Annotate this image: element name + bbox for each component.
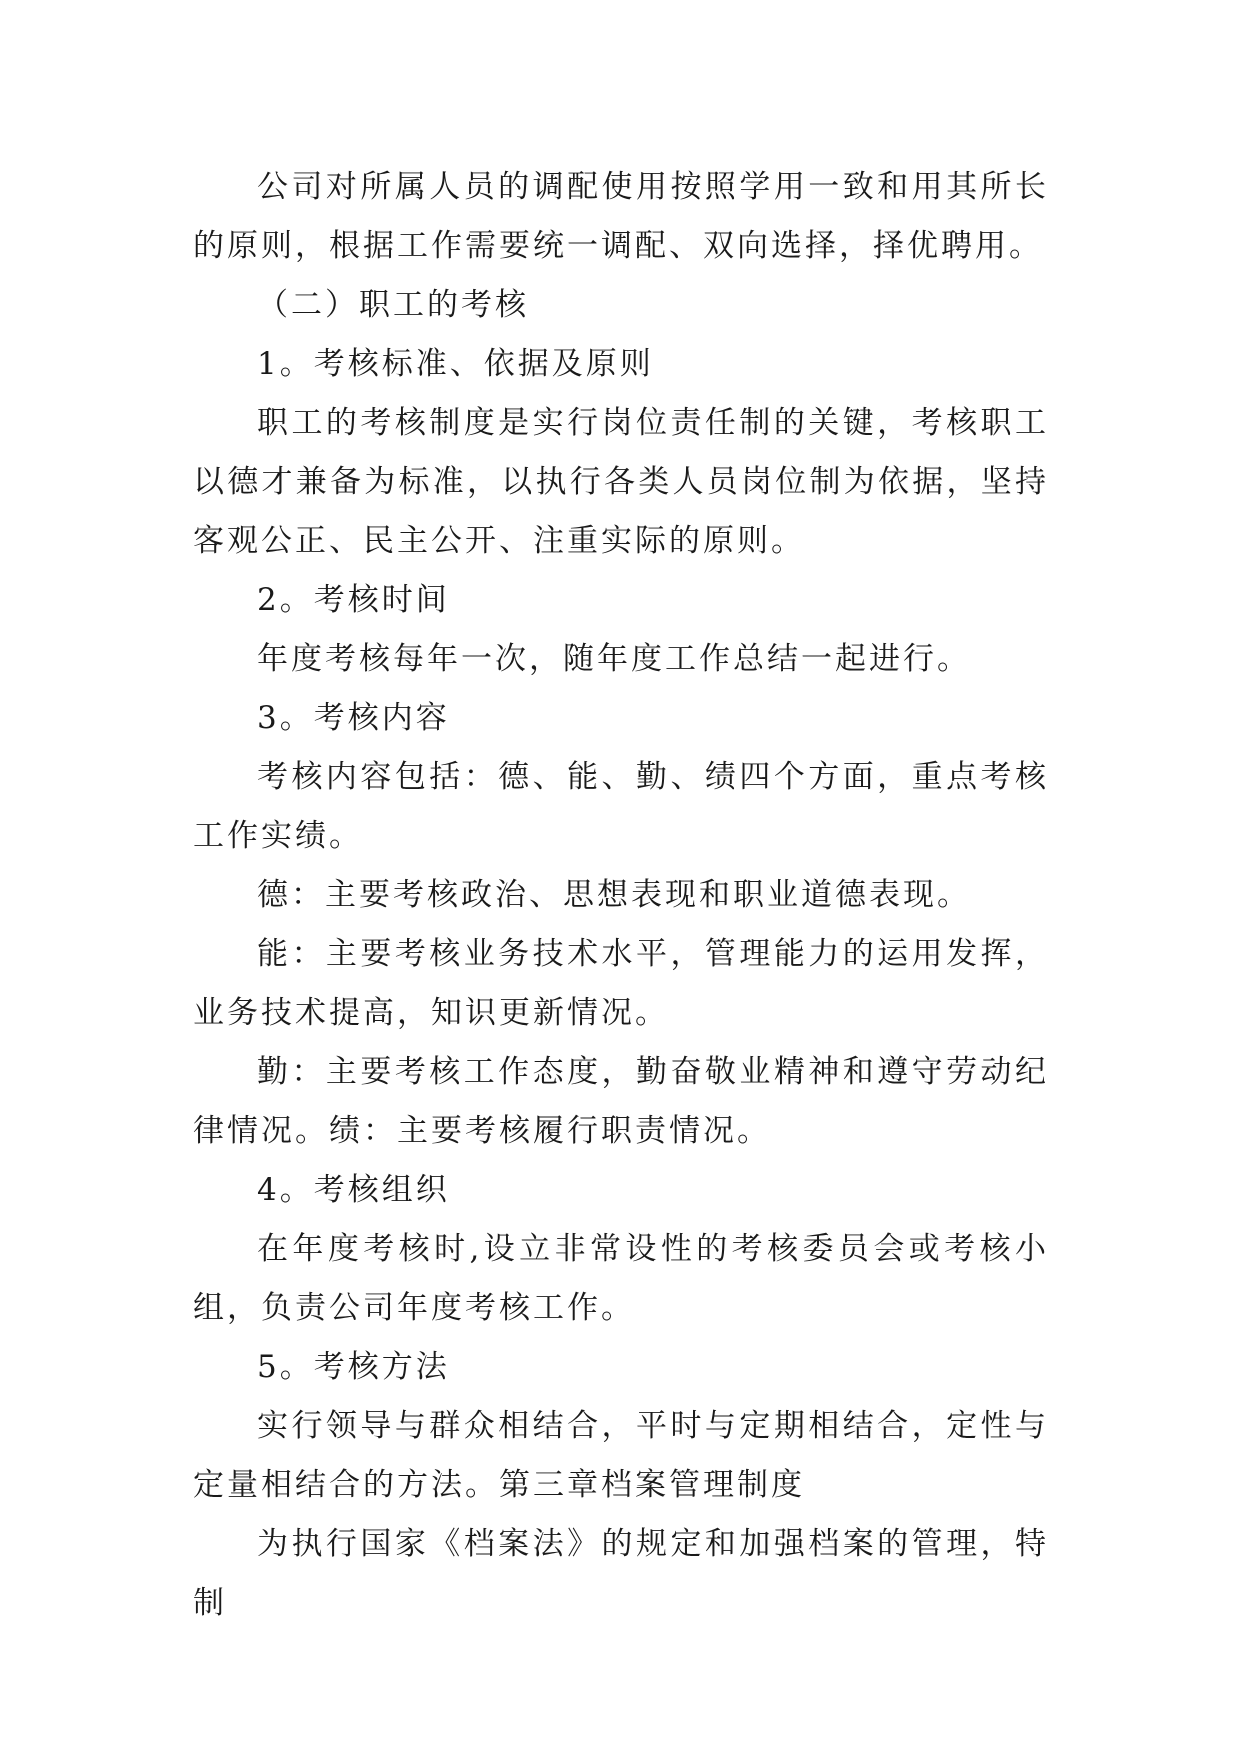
subheading-assessment-time: 2。考核时间 xyxy=(257,582,450,618)
paragraph-archive-intro: 为执行国家《档案法》的规定和加强档案的管理，特制 xyxy=(193,1526,1049,1621)
paragraph-assessment-method: 实行领导与群众相结合，平时与定期相结合，定性与定量相结合的方法。第三章档案管理制度 xyxy=(193,1408,1049,1503)
paragraph-assessment-time: 年度考核每年一次，随年度工作总结一起进行。 xyxy=(257,641,971,677)
subheading-assessment-content: 3。考核内容 xyxy=(257,700,450,736)
paragraph-assessment-standards: 职工的考核制度是实行岗位责任制的关键，考核职工以德才兼备为标准，以执行各类人员岗位制为依据，坚持客观公正、民主公开、注重实际的原则。 xyxy=(193,405,1049,559)
section-heading-staff-assessment: （二）职工的考核 xyxy=(257,287,529,323)
subheading-assessment-organization: 4。考核组织 xyxy=(257,1172,450,1208)
paragraph-ability: 能：主要考核业务技术水平，管理能力的运用发挥，业务技术提高，知识更新情况。 xyxy=(193,936,1049,1031)
paragraph-staff-allocation: 公司对所属人员的调配使用按照学用一致和用其所长的原则，根据工作需要统一调配、双向选择，择优聘用。 xyxy=(193,169,1049,264)
paragraph-assessment-content: 考核内容包括：德、能、勤、绩四个方面，重点考核工作实绩。 xyxy=(193,759,1049,854)
subheading-assessment-method: 5。考核方法 xyxy=(257,1349,450,1385)
subheading-assessment-standards: 1。考核标准、依据及原则 xyxy=(257,346,654,382)
paragraph-morality: 德：主要考核政治、思想表现和职业道德表现。 xyxy=(257,877,971,913)
paragraph-assessment-organization: 在年度考核时,设立非常设性的考核委员会或考核小组，负责公司年度考核工作。 xyxy=(193,1231,1049,1326)
paragraph-diligence-performance: 勤：主要考核工作态度，勤奋敬业精神和遵守劳动纪律情况。绩：主要考核履行职责情况。 xyxy=(193,1054,1049,1149)
document-body xyxy=(193,158,1049,1633)
